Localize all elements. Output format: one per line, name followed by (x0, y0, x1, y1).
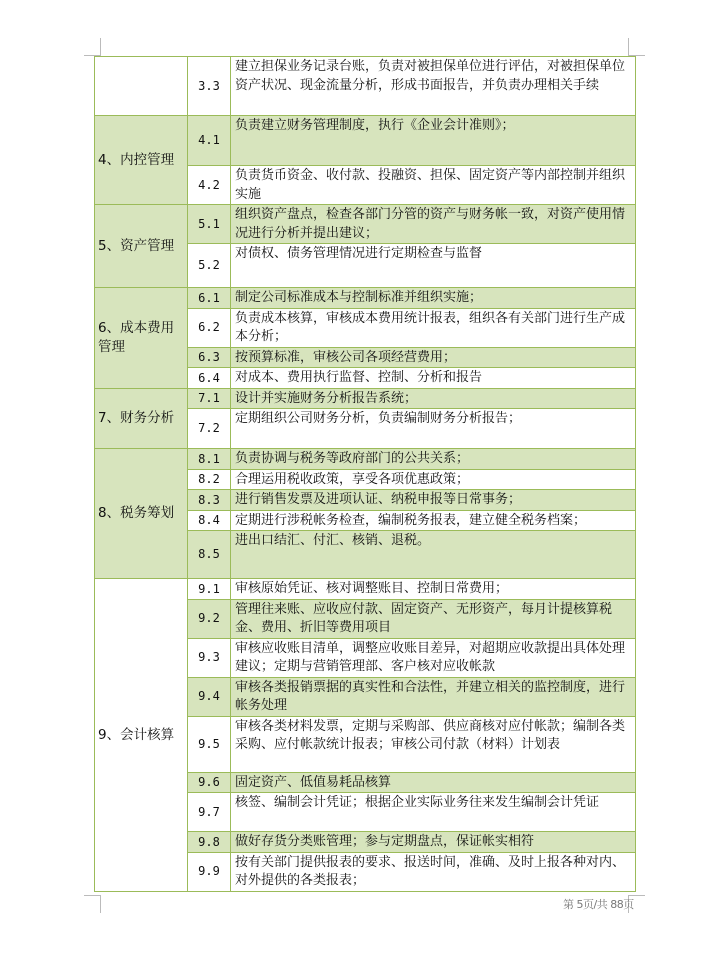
category-cell: 7、财务分析 (95, 388, 188, 449)
item-number: 9.7 (188, 793, 231, 832)
item-description: 组织资产盘点，检查各部门分管的资产与财务帐一致，对资产使用情况进行分析并提出建议； (231, 205, 636, 244)
item-description: 做好存货分类账管理；参与定期盘点，保证帐实相符 (231, 832, 636, 853)
table-row (95, 116, 636, 166)
corner-mark (100, 895, 101, 913)
category-cell (95, 57, 188, 116)
category-cell: 6、成本费用管理 (95, 288, 188, 389)
category-cell: 9、会计核算 (95, 579, 188, 892)
item-number: 8.4 (188, 510, 231, 531)
item-description: 审核原始凭证、核对调整账目、控制日常费用； (231, 579, 636, 600)
item-description: 审核应收账目清单，调整应收账目差异，对超期应收款提出具体处理建议；定期与营销管理部、客户核对应收帐款 (231, 638, 636, 677)
item-description: 制定公司标准成本与控制标准并组织实施； (231, 288, 636, 309)
item-description: 进行销售发票及进项认证、纳税申报等日常事务； (231, 490, 636, 511)
item-description: 建立担保业务记录台账，负责对被担保单位进行评估，对被担保单位资产状况、现金流量分析，形成书面报告，并负责办理相关手续 (231, 57, 636, 116)
table-row (95, 288, 636, 309)
table-row (95, 57, 636, 116)
item-number: 7.1 (188, 388, 231, 409)
item-description: 审核各类报销票据的真实性和合法性，并建立相关的监控制度，进行帐务处理 (231, 677, 636, 716)
item-description: 定期进行涉税帐务检查，编制税务报表，建立健全税务档案； (231, 510, 636, 531)
item-number: 9.5 (188, 716, 231, 772)
item-number: 3.3 (188, 57, 231, 116)
corner-mark (84, 895, 100, 896)
item-number: 9.6 (188, 772, 231, 793)
item-number: 8.5 (188, 531, 231, 579)
item-number: 9.8 (188, 832, 231, 853)
item-number: 5.1 (188, 205, 231, 244)
category-cell: 4、内控管理 (95, 116, 188, 205)
category-cell: 5、资产管理 (95, 205, 188, 288)
item-number: 7.2 (188, 409, 231, 449)
category-cell: 8、税务筹划 (95, 449, 188, 579)
table-row (95, 449, 636, 470)
item-description: 负责协调与税务等政府部门的公共关系； (231, 449, 636, 470)
item-description: 按有关部门提供报表的要求、报送时间，准确、及时上报各种对内、对外提供的各类报表； (231, 852, 636, 891)
table-row (95, 205, 636, 244)
item-description: 按预算标准，审核公司各项经营费用； (231, 347, 636, 368)
item-description: 负责建立财务管理制度，执行《企业会计准则》； (231, 116, 636, 166)
corner-mark (100, 38, 101, 56)
item-number: 8.2 (188, 469, 231, 490)
item-number: 6.1 (188, 288, 231, 309)
item-number: 4.1 (188, 116, 231, 166)
item-description: 固定资产、低值易耗品核算 (231, 772, 636, 793)
item-number: 6.2 (188, 308, 231, 347)
item-description: 定期组织公司财务分析，负责编制财务分析报告； (231, 409, 636, 449)
item-number: 6.4 (188, 368, 231, 389)
item-number: 9.3 (188, 638, 231, 677)
item-number: 8.3 (188, 490, 231, 511)
item-description: 设计并实施财务分析报告系统； (231, 388, 636, 409)
item-number: 9.4 (188, 677, 231, 716)
item-description: 管理往来账、应收应付款、固定资产、无形资产，每月计提核算税金、费用、折旧等费用项目 (231, 599, 636, 638)
item-number: 9.1 (188, 579, 231, 600)
item-description: 进出口结汇、付汇、核销、退税。 (231, 531, 636, 579)
table-row (95, 579, 636, 600)
duties-table (94, 56, 636, 892)
item-number: 4.2 (188, 166, 231, 205)
item-number: 5.2 (188, 244, 231, 288)
table-row (95, 388, 636, 409)
item-number: 6.3 (188, 347, 231, 368)
item-description: 对债权、债务管理情况进行定期检查与监督 (231, 244, 636, 288)
item-number: 8.1 (188, 449, 231, 470)
item-number: 9.2 (188, 599, 231, 638)
item-description: 对成本、费用执行监督、控制、分析和报告 (231, 368, 636, 389)
item-description: 核签、编制会计凭证；根据企业实际业务往来发生编制会计凭证 (231, 793, 636, 832)
item-description: 合理运用税收政策，享受各项优惠政策； (231, 469, 636, 490)
item-description: 审核各类材料发票，定期与采购部、供应商核对应付帐款；编制各类采购、应付帐款统计报表；审核公司付款（材料）计划表 (231, 716, 636, 772)
page-number: 第 5页/共 88页 (563, 898, 634, 911)
corner-mark (628, 38, 629, 56)
item-description: 负责成本核算，审核成本费用统计报表，组织各有关部门进行生产成本分析； (231, 308, 636, 347)
item-description: 负责货币资金、收付款、投融资、担保、固定资产等内部控制并组织实施 (231, 166, 636, 205)
item-number: 9.9 (188, 852, 231, 891)
